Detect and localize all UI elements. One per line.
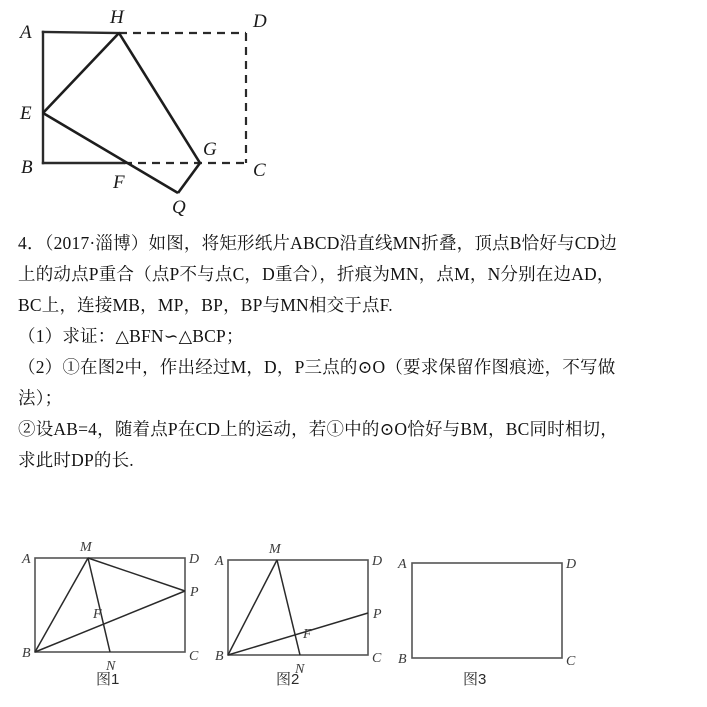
figure-2-label-A: A [215,554,224,569]
edge-H-E [43,33,119,113]
problem-line-4: （1）求证：△BFN∽△BCP； [18,326,244,346]
figure-2-group [214,542,382,688]
label-E: E [20,103,32,124]
figure-1-segment-M-N [88,558,110,652]
bottom-figures-svg [0,535,707,702]
edge-Q-G [178,163,200,193]
figure-3-rectangle [412,563,562,658]
figure-1-rectangle [35,558,185,652]
figure-3-label-A: A [398,557,407,572]
problem-line-2: 上的动点P重合（点P不与点C，D重合），折痕为MN，点M，N分别在边AD， [18,264,615,284]
folded-flap-edges [43,33,200,193]
problem-line-8: 求此时DP的长. [18,450,134,470]
figure-1-group [21,540,199,688]
figure-1-label-P: P [190,585,199,600]
figure-2-label-F: F [303,627,312,642]
label-C: C [253,160,266,181]
edge-A-H [43,32,119,33]
problem-text-block [0,228,707,476]
figure-2-rectangle [228,560,368,655]
problem-line-7: ②设AB=4，随着点P在CD上的运动，若①中的⊙O恰好与BM，BC同时相切， [18,419,618,439]
figure-2-segment-M-N [277,560,300,655]
label-F: F [113,172,125,193]
problem-line-5: （2）①在图2中，作出经过M，D，P三点的⊙O（要求保留作图痕迹，不写做 [18,357,616,377]
bottom-figures-container [0,535,707,702]
label-H: H [110,7,124,28]
figure-1-label-M: M [80,540,92,555]
figure-3-group [397,557,576,688]
figure-1-label-N: N [106,659,116,674]
figure-1-segments [35,558,185,652]
edge-G-H [119,33,200,163]
edge-E-Q [43,113,178,193]
label-D: D [253,11,267,32]
solid-edges [43,32,124,163]
figure-2-label-P: P [373,607,382,622]
figure-1-label-F: F [93,607,102,622]
label-A: A [20,22,32,43]
figure-3-caption: 图3 [463,671,487,688]
label-G: G [203,139,217,160]
top-figure-container [0,0,300,225]
figure-3-label-C: C [566,654,576,669]
figure-2-label-M: M [269,542,281,557]
figure-1-label-B: B [22,646,31,661]
figure-2-caption: 图2 [276,671,300,688]
problem-line-3: BC上，连接MB，MP，BP，BP与MN相交于点F. [18,295,393,315]
figure-2-label-B: B [215,649,224,664]
problem-line-6: 法）； [18,388,63,408]
figure-3-label-B: B [398,652,407,667]
problem-line-1: 4．（2017·淄博）如图，将矩形纸片ABCD沿直线MN折叠，顶点B恰好与CD边 [18,233,618,253]
figure-2-label-N: N [295,662,305,677]
label-B: B [21,157,33,178]
figure-1-segment-M-P [88,558,185,591]
figure-1-caption: 图1 [96,671,120,688]
figure-1-label-C: C [189,649,199,664]
label-Q: Q [172,197,186,218]
figure-3-label-D: D [566,557,577,572]
figure-1-segment-M-B [35,558,88,652]
figure-2-segments [228,560,368,655]
figure-1-segment-B-P [35,591,185,652]
figure-1-label-A: A [22,552,31,567]
figure-1-label-D: D [189,552,200,567]
figure-2-segment-M-B [228,560,277,655]
folded-rectangle-svg [0,0,300,225]
figure-2-label-D: D [372,554,383,569]
dashed-edges [119,33,246,163]
figure-2-label-C: C [372,651,382,666]
